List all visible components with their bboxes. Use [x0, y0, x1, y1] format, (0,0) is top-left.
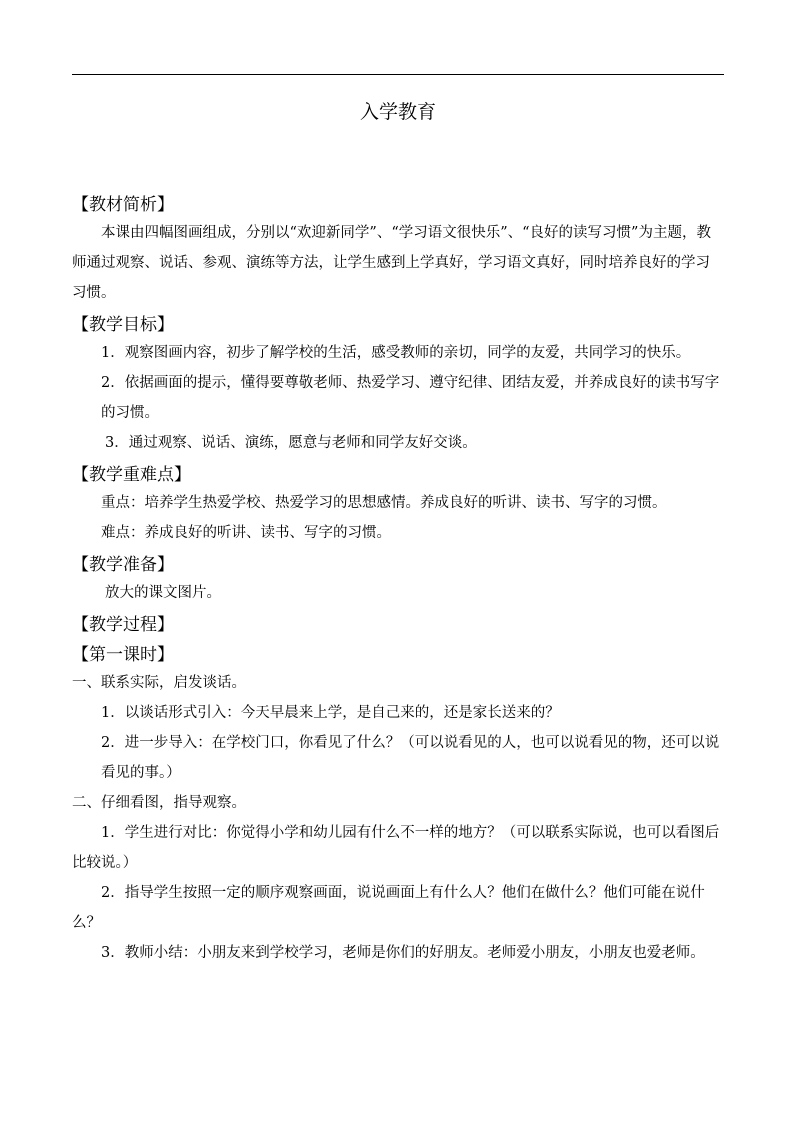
section-heading-preparation: 【教学准备】	[72, 555, 174, 575]
section-heading-materials: 【教材简析】	[72, 195, 174, 215]
header-rule	[72, 74, 724, 75]
part-item: 3．教师小结：小朋友来到学校学习，老师是你们的好朋友。老师爱小朋友，小朋友也爱老师。	[101, 945, 705, 961]
document-title: 入学教育	[359, 101, 436, 123]
part-item: 1．学生进行对比：你觉得小学和幼儿园有什么不一样的地方？（可以联系实际说，也可以看图后比较说。）	[72, 825, 720, 871]
materials-paragraph: 本课由四幅图画组成，分别以“欢迎新同学”、“学习语文很快乐”、“良好的读写习惯”为主题，教师通过观察、说话、参观、演练等方法，让学生感到上学真好，学习语文真好，同时培养良好的学习习惯。	[72, 225, 711, 301]
section-heading-process: 【教学过程】	[72, 615, 174, 635]
goal-item: 2．依据画面的提示，懂得要尊敬老师、热爱学习、遵守纪律、团结友爱，并养成良好的读书写字的习惯。	[101, 375, 720, 421]
part-item: 1．以谈话形式引入：今天早晨来上学，是自己来的，还是家长送来的？	[101, 705, 560, 721]
goal-item: 1．观察图画内容，初步了解学校的生活，感受教师的亲切，同学的友爱，共同学习的快乐。	[101, 345, 691, 361]
section-heading-lesson1: 【第一课时】	[72, 645, 174, 665]
preparation-text: 放大的课文图片。	[105, 585, 221, 601]
part-title: 二、仔细看图，指导观察。	[72, 795, 246, 811]
goal-item: 3．通过观察、说话、演练，愿意与老师和同学友好交谈。	[105, 435, 477, 451]
part-item: 2．进一步导入：在学校门口，你看见了什么？（可以说看见的人，也可以说看见的物，还可以说看见的事。）	[101, 735, 720, 781]
key-point-difficulty: 难点：养成良好的听讲、读书、写字的习惯。	[101, 525, 391, 541]
document-page	[72, 98, 724, 968]
section-heading-goals: 【教学目标】	[72, 315, 174, 335]
part-title: 一、联系实际，启发谈话。	[72, 675, 246, 691]
part-item: 2．指导学生按照一定的顺序观察画面，说说画面上有什么人？他们在做什么？他们可能在说什么？	[72, 885, 705, 931]
section-heading-key-points: 【教学重难点】	[72, 465, 191, 485]
key-point-focus: 重点：培养学生热爱学校、热爱学习的思想感情。养成良好的听讲、读书、写字的习惯。	[101, 495, 667, 511]
